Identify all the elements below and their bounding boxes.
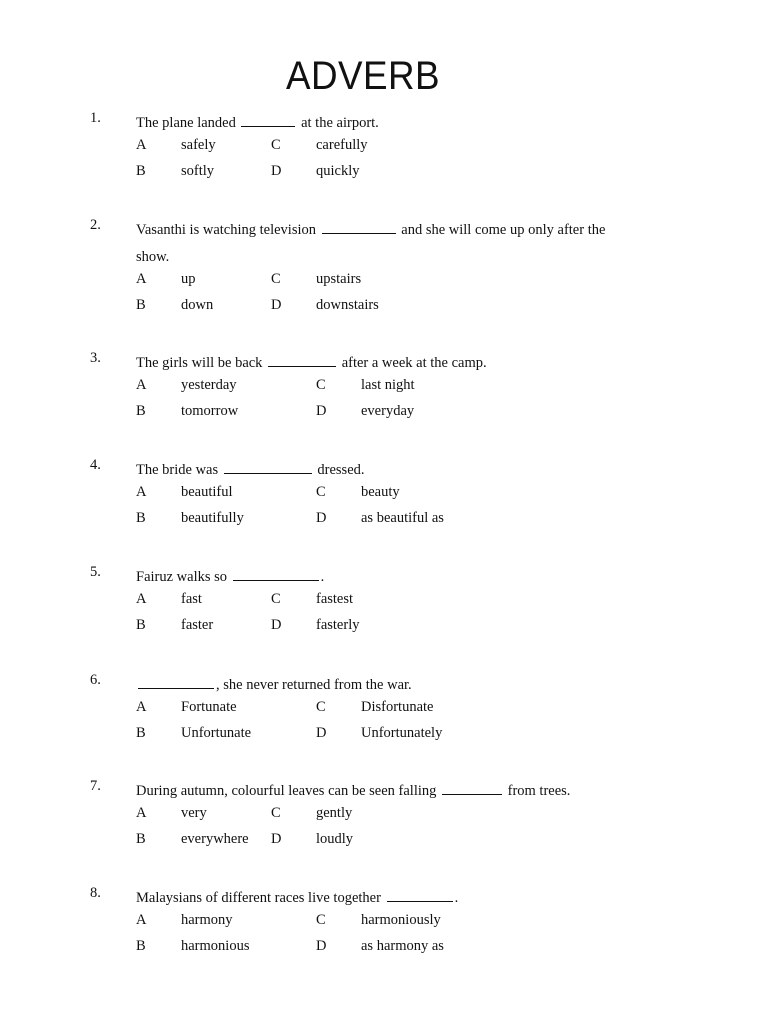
answer-blank (322, 232, 396, 234)
question-number: 2. (90, 217, 101, 233)
option-text-a: yesterday (181, 377, 237, 393)
question-stem (136, 350, 636, 377)
option-text-d: as harmony as (361, 938, 444, 954)
answer-blank (442, 793, 502, 795)
option-text-a: fast (181, 591, 202, 607)
option-letter-a: A (136, 591, 147, 607)
option-text-d: loudly (316, 831, 354, 847)
option-text-d: as beautiful as (361, 510, 444, 526)
option-text-b: tomorrow (181, 403, 239, 419)
question-text-after-blank: after a week at the camp. (338, 355, 487, 371)
option-text-c: harmoniously (361, 912, 441, 928)
question-text-after-blank: at the airport. (297, 115, 379, 131)
question-number: 5. (90, 564, 101, 580)
question-text-before-blank: The girls will be back (136, 355, 267, 371)
answer-blank (233, 579, 319, 581)
option-text-a: harmony (181, 912, 233, 928)
option-text-a: safely (181, 137, 216, 153)
question-text-before-blank: Fairuz walks so (136, 569, 231, 585)
question-text-before-blank: Vasanthi is watching television (136, 222, 320, 238)
question-text-after-blank: . (454, 890, 459, 906)
page-title: ADVERB (285, 54, 441, 98)
option-text-a: Fortunate (181, 699, 237, 715)
option-letter-a: A (136, 271, 147, 287)
option-text-c: fastest (316, 591, 354, 607)
question-text-after-blank: dressed. (313, 462, 365, 478)
option-letter-d: D (316, 938, 327, 954)
option-text-b: faster (181, 617, 214, 633)
answer-blank (138, 687, 214, 689)
option-letter-c: C (271, 271, 281, 287)
option-text-d: everyday (361, 403, 415, 419)
option-text-b: Unfortunate (181, 725, 252, 741)
option-letter-d: D (316, 403, 327, 419)
option-text-b: softly (181, 163, 215, 179)
option-letter-d: D (271, 617, 282, 633)
question-text-before-blank: Malaysians of different races live together (136, 890, 385, 906)
question-stem (136, 672, 636, 699)
question-text-after-blank: and she will come up only after the show. (136, 222, 606, 265)
option-letter-d: D (271, 297, 282, 313)
option-letter-b: B (136, 297, 146, 313)
question-stem (136, 110, 636, 137)
question-stem (136, 564, 636, 591)
question-number: 6. (90, 672, 101, 688)
option-letter-c: C (316, 484, 326, 500)
option-letter-d: D (316, 510, 327, 526)
option-letter-b: B (136, 831, 146, 847)
question-number: 7. (90, 778, 101, 794)
option-text-b: everywhere (181, 831, 249, 847)
option-text-c: last night (361, 377, 415, 393)
option-letter-a: A (136, 137, 147, 153)
option-letter-b: B (136, 163, 146, 179)
option-text-a: up (181, 271, 196, 287)
question-number: 4. (90, 457, 101, 473)
option-letter-b: B (136, 617, 146, 633)
question-number: 1. (90, 110, 101, 126)
option-text-d: quickly (316, 163, 360, 179)
answer-blank (224, 472, 312, 474)
option-letter-c: C (271, 591, 281, 607)
option-letter-a: A (136, 912, 147, 928)
option-letter-c: C (271, 137, 281, 153)
option-letter-b: B (136, 510, 146, 526)
option-text-c: upstairs (316, 271, 362, 287)
option-letter-a: A (136, 377, 147, 393)
option-text-a: beautiful (181, 484, 233, 500)
question-stem (136, 457, 636, 484)
option-letter-c: C (316, 377, 326, 393)
option-letter-a: A (136, 484, 147, 500)
question-number: 3. (90, 350, 101, 366)
option-letter-a: A (136, 699, 147, 715)
option-text-b: down (181, 297, 214, 313)
answer-blank (387, 900, 453, 902)
option-text-d: downstairs (316, 297, 379, 313)
question-text-before-blank: During autumn, colourful leaves can be seen falling (136, 783, 440, 799)
option-text-c: carefully (316, 137, 368, 153)
option-letter-d: D (316, 725, 327, 741)
question-text-after-blank: , she never returned from the war. (216, 677, 412, 693)
option-letter-c: C (316, 699, 326, 715)
option-text-b: harmonious (181, 938, 250, 954)
option-text-d: Unfortunately (361, 725, 443, 741)
question-number: 8. (90, 885, 101, 901)
option-text-a: very (181, 805, 207, 821)
option-letter-d: D (271, 831, 282, 847)
option-letter-b: B (136, 725, 146, 741)
answer-blank (241, 125, 295, 127)
question-stem (136, 885, 636, 912)
question-stem (136, 778, 636, 805)
option-letter-c: C (316, 912, 326, 928)
option-text-c: Disfortunate (361, 699, 434, 715)
option-letter-c: C (271, 805, 281, 821)
option-text-b: beautifully (181, 510, 244, 526)
question-text-before-blank: The bride was (136, 462, 222, 478)
option-letter-d: D (271, 163, 282, 179)
question-text-after-blank: . (320, 569, 325, 585)
option-letter-b: B (136, 938, 146, 954)
question-stem (136, 217, 636, 271)
question-text-before-blank: The plane landed (136, 115, 240, 131)
answer-blank (268, 365, 336, 367)
option-text-c: beauty (361, 484, 400, 500)
option-letter-b: B (136, 403, 146, 419)
question-text-after-blank: from trees. (504, 783, 571, 799)
option-text-c: gently (316, 805, 353, 821)
option-text-d: fasterly (316, 617, 360, 633)
option-letter-a: A (136, 805, 147, 821)
